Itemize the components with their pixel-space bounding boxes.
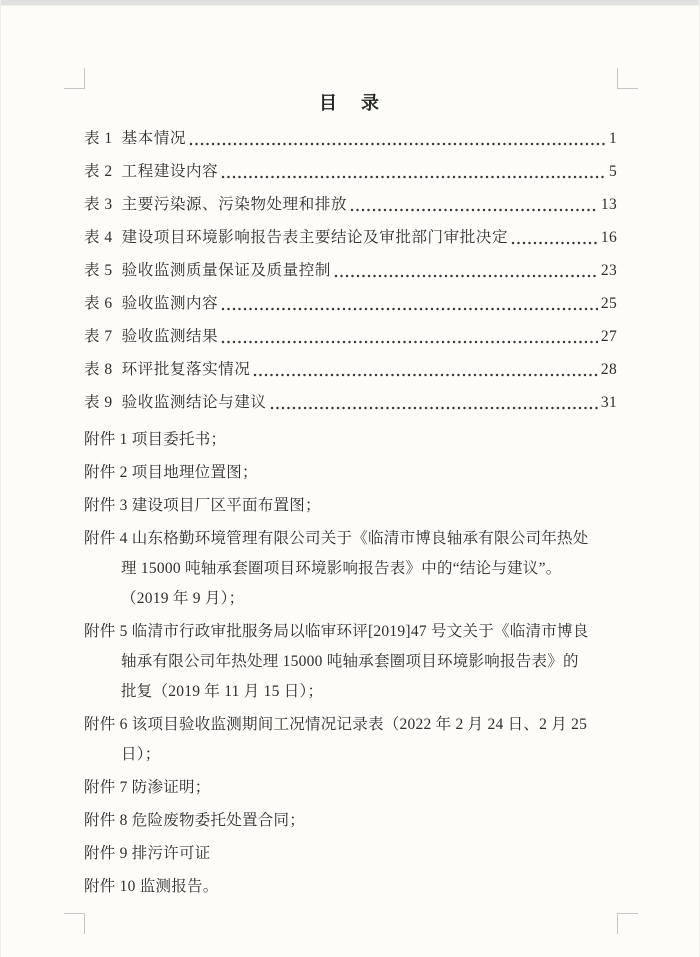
attachment-text: 附件 6 该项目验收监测期间工况情况记录表（2022 年 2 月 24 日、2 月 25	[84, 716, 588, 733]
dot-leader	[221, 307, 598, 311]
attachment-entry	[84, 491, 617, 521]
attachment-text: （2019 年 9 月）；	[121, 590, 245, 607]
toc-entry-title: 验收监测结论与建议	[121, 394, 267, 411]
attachment-text: 批复（2019 年 11 月 15 日）；	[121, 683, 324, 700]
toc-entry-label: 表 9	[84, 394, 113, 411]
attachment-text: 理 15000 吨轴承套圈项目环境影响报告表》中的“结论与建议”。	[121, 560, 562, 577]
attachment-text: 附件 9 排污许可证	[84, 845, 211, 862]
toc-list	[84, 128, 617, 413]
toc-entry-title: 验收监测质量保证及质量控制	[121, 262, 331, 279]
toc-entry-title: 基本情况	[121, 130, 187, 147]
attachment-entry	[84, 806, 617, 836]
margin-crop-mark-bottom-left	[64, 913, 85, 934]
toc-entry-title: 工程建设内容	[121, 163, 219, 180]
document-page	[84, 92, 617, 905]
dot-leader	[511, 241, 598, 245]
dot-leader	[334, 274, 598, 278]
toc-entry-page-number: 25	[600, 295, 617, 312]
attachment-entry	[84, 617, 617, 707]
toc-entry-label: 表 8	[84, 361, 113, 378]
attachment-list	[84, 425, 617, 902]
toc-entry-row	[84, 260, 617, 281]
toc-entry-row	[84, 128, 617, 149]
scan-top-edge	[0, 0, 700, 6]
attachment-text: 附件 4 山东格勤环境管理有限公司关于《临清市博良轴承有限公司年热处	[84, 530, 589, 547]
toc-entry-page-number: 13	[600, 196, 617, 213]
attachment-text: 附件 8 危险废物委托处置合同；	[84, 812, 306, 829]
attachment-text: 附件 10 监测报告。	[84, 878, 219, 895]
toc-entry-row	[84, 359, 617, 380]
toc-entry-page-number: 1	[608, 130, 617, 147]
attachment-text: 附件 2 项目地理位置图；	[84, 464, 258, 481]
toc-entry-title: 环评批复落实情况	[121, 361, 251, 378]
toc-entry-row	[84, 194, 617, 215]
toc-entry-page-number: 31	[600, 394, 617, 411]
attachment-text: 日）；	[121, 746, 161, 763]
toc-entry-row	[84, 227, 617, 248]
attachment-entry	[84, 425, 617, 455]
attachment-text: 附件 1 项目委托书；	[84, 431, 227, 448]
toc-entry-title: 主要污染源、污染物处理和排放	[121, 196, 348, 213]
attachment-entry	[84, 773, 617, 803]
toc-entry-title: 建设项目环境影响报告表主要结论及审批部门审批决定	[121, 229, 509, 246]
toc-entry-page-number: 27	[600, 328, 617, 345]
toc-entry-row	[84, 161, 617, 182]
toc-entry-label: 表 1	[84, 130, 113, 147]
toc-entry-label: 表 2	[84, 163, 113, 180]
toc-entry-page-number: 23	[600, 262, 617, 279]
attachment-entry	[84, 524, 617, 614]
toc-entry-label: 表 4	[84, 229, 113, 246]
dot-leader	[253, 373, 597, 377]
attachment-entry	[84, 458, 617, 488]
dot-leader	[221, 340, 598, 344]
margin-crop-mark-top-right	[617, 68, 638, 89]
margin-crop-mark-bottom-right	[617, 913, 638, 934]
attachment-text: 轴承有限公司年热处理 15000 吨轴承套圈项目环境影响报告表》的	[121, 653, 579, 670]
toc-entry-label: 表 7	[84, 328, 113, 345]
toc-entry-label: 表 3	[84, 196, 113, 213]
attachment-text: 附件 5 临清市行政审批服务局以临审环评[2019]47 号文关于《临清市博良	[84, 623, 589, 640]
toc-entry-page-number: 16	[600, 229, 617, 246]
dot-leader	[270, 406, 598, 410]
toc-entry-row	[84, 293, 617, 314]
attachment-text: 附件 3 建设项目厂区平面布置图；	[84, 497, 321, 514]
dot-leader	[189, 142, 606, 146]
attachment-text: 附件 7 防渗证明；	[84, 779, 211, 796]
toc-entry-row	[84, 392, 617, 413]
toc-entry-label: 表 6	[84, 295, 113, 312]
toc-entry-page-number: 5	[608, 163, 617, 180]
attachment-entry	[84, 872, 617, 902]
toc-entry-page-number: 28	[600, 361, 617, 378]
dot-leader	[350, 208, 598, 212]
page-title: 目 录	[319, 93, 382, 113]
toc-entry-title: 验收监测结果	[121, 328, 219, 345]
dot-leader	[221, 175, 606, 179]
attachment-entry	[84, 710, 617, 770]
attachment-entry	[84, 839, 617, 869]
toc-entry-label: 表 5	[84, 262, 113, 279]
toc-entry-title: 验收监测内容	[121, 295, 219, 312]
toc-entry-row	[84, 326, 617, 347]
margin-crop-mark-top-left	[64, 68, 85, 89]
